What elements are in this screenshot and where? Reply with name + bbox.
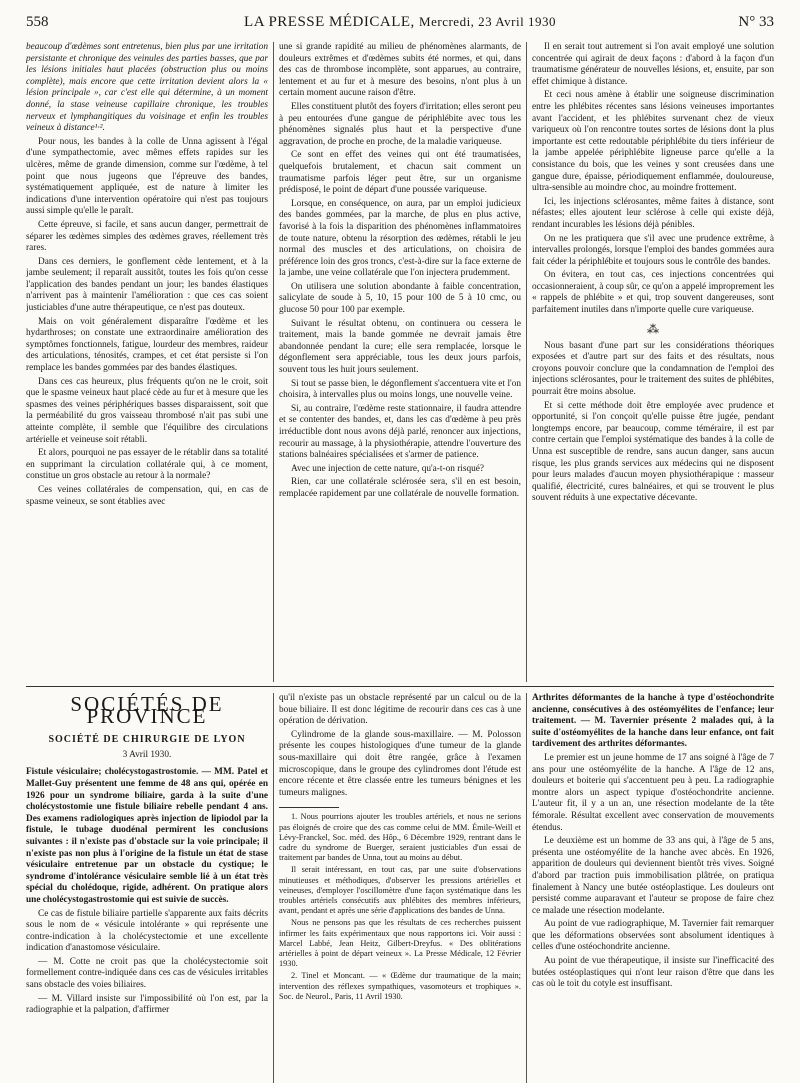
paragraph: Mais on voit généralement disparaître l'œdème et les hydarthroses; on constate une extraordinaire amélioration des symptômes fonctionnels, fatigue, lourdeur des membres, raideur des articulations, ténosités, crampes, et cet état persiste si l'on remplace les bandes gommées par des bandes élastiques. — [26, 316, 268, 374]
paragraph: Elles constituent plutôt des foyers d'irritation; elles seront peu à peu entourées d'une gangue de périphlébite avec tous les phénomènes signalés plus haut et la perspective d'une aggravation, de proche en proche, de la maladie variqueuse. — [279, 101, 521, 147]
paragraph: Cylindrome de la glande sous-maxillaire. — M. Polosson présente les coupes histologiques d'une tumeur de la glande sous-maxillaire qui doit être rangée, grâce à l'examen microscopique, dans le groupe des cylindromes dont l'étude est encore récente et être classée entre les tumeurs bénignes et les tumeurs malignes. — [279, 729, 521, 798]
paragraph: Ces veines collatérales de compensation, qui, en cas de spasme veineux, se sont établies avec — [26, 484, 268, 507]
lower-column-2 — [279, 693, 521, 1083]
paragraph: — M. Villard insiste sur l'impossibilité où l'on est, par la radiographie et la palpation, d'affirmer — [26, 993, 268, 1016]
paragraph: Arthrites déformantes de la hanche à type d'ostéochondrite ancienne, consécutives à des ostéomyélites de l'enfance; leur traitement. — M. Tavernier présente 2 malades qui, à la suite d'ostéomyélites de la hanche dans leur enfance, ont fait tardivement des arthrites déformantes. — [532, 693, 774, 750]
paragraph: Fistule vésiculaire; cholécystogastrostomie. — MM. Patel et Mallet-Guy présentent une femme de 48 ans qui, opérée en 1926 pour un syndrome biliaire, garda à la suite d'une cholécystostomie une fistule biliaire rebelle pendant 4 ans. Des examens radiologiques après injection de lipiodol par la fistule, le tubage duodénal permirent les conclusions suivantes : il n'existe pas d'obstacle sur la voie principale; il n'existe pas non plus à l'origine de la fistule un état de stase vésiculaire entretenue par un obstacle du cystique; le syndrome d'intolérance vésiculaire semble lié à un état très spécial du cholédoque, rigide, adhérent. On pratique alors une cholécystogastrostomie qui est suivie de succès. — [26, 767, 268, 905]
paragraph: Le premier est un jeune homme de 17 ans soigné à l'âge de 7 ans pour une ostéomyélite de la hanche. A l'âge de 12 ans, douleurs et boiterie qui s'accentuent peu à peu. La radiographie montre alors un aspect typique d'ostéochondrite ancienne. L'auteur fit, il y a un an, une résection modelante de la tête fémorale. Résultat excellent avec conservation de mouvements étendus. — [532, 752, 774, 833]
lower-column-1 — [26, 693, 268, 1083]
page-number: 558 — [26, 14, 49, 30]
paragraph: Nous basant d'une part sur les considérations théoriques exposées et d'autre part sur des faits et des résultats, nous croyons pouvoir conclure que la condamnation de l'emploi des injections sclérosantes, pour le traitement des suites de phlébites, pourrait être moins absolue. — [532, 340, 774, 398]
paragraph: Au point de vue radiographique, M. Tavernier fait remarquer que les déformations observées sont absolument identiques à celles d'une ostéochondrite ancienne. — [532, 919, 774, 953]
paragraph: On ne les pratiquera que s'il avec une prudence extrême, à intervalles prolongés, lorsque l'emploi des bandes gommées aura fait céder la périphlébite et toujours sous le contrôle des bandes. — [532, 233, 774, 267]
paragraph: — M. Cotte ne croit pas que la cholécystectomie soit formellement contre-indiquée dans ces cas de vésicules irritables sans obstacle des voies biliaires. — [26, 956, 268, 991]
footnote: Nous ne pensons pas que les résultats de ces recherches puissent infirmer les faits expérimentaux que nous rapportons ici. Voir aussi : Marcel Labbé, Jean Heitz, Gilbert-Dreyfus. « Des oblitérations artérielles à point de départ veineux ». La Presse Médicale, 12 Février 1930. — [279, 918, 521, 969]
paragraph: Ici, les injections sclérosantes, même faites à distance, sont néfastes; elles ajoutent leur sclérose à celle qui existe déjà, rendant incurables les lésions déjà pénibles. — [532, 196, 774, 230]
footnote-rule — [279, 807, 339, 808]
paragraph: Suivant le résultat obtenu, on continuera ou cessera le traitement, mais la bande gommée ne devrait jamais être abandonnée pendant la cure; elle sera remplacée, lorsque le dégonflement sera appréciable, tous les deux jours parfois, souvent tous les huit jours seulement. — [279, 318, 521, 376]
column-divider — [526, 42, 527, 682]
paragraph: Il en serait tout autrement si l'on avait employé une solution concentrée qui agirait de deux façons : d'abord à la façon d'un traumatisme générateur de nouvelles lésions, et, ensuite, par son effet chimique à distance. — [532, 42, 774, 87]
footnote: 1. Nous pourrions ajouter les troubles artériels, et nous ne serions pas éloignés de croire que des cas comme celui de MM. Émile-Weill et Lévy-Franckel, Soc. méd. des Hôp., 6 Décembre 1929, rentrant dans le cadre du syndrome de Buerger, seraient justiciables d'un essai de traitement par bandes de Unna, tout au moins au début. — [279, 812, 521, 863]
paragraph: une si grande rapidité au milieu de phénomènes alarmants, de douleurs extrêmes et d'œdèmes subits été normes, et qui, dans des cas de thrombose incomplète, sont apparues, au contraire, lentement et au fur et à mesure des besoins, n'ont plus à un certain moment aucune raison d'être. — [279, 42, 521, 99]
paragraph: Rien, car une collatérale sclérosée sera, s'il en est besoin, remplacée rapidement par une collatérale de nouvelle formation. — [279, 477, 521, 499]
paragraph: Dans ces cas heureux, plus fréquents qu'on ne le croit, soit que le spasme veineux haut placé cède au fur et à mesure que les spasmes des veines périphériques basses disparaissent, soit que la perméabilité du gros vaisseau thrombosé n'ait pas subi une atteinte complète, il semble que l'équilibre des circulations artérielle et veineuse soit rétabli. — [26, 376, 268, 445]
journal-title — [26, 14, 774, 31]
section-title: SOCIÉTÉS DE PROVINCE — [70, 693, 224, 728]
paragraph: Si, au contraire, l'œdème reste stationnaire, il faudra attendre et se contenter des bandes, et, dans les cas d'œdème à peu près irréductible dont nous avons déjà parlé, renoncer aux injections, recourir au massage, à la physiothérapie, attendre l'ouverture des stations balnéaires spécialisées et s'armer de patience. — [279, 403, 521, 461]
paragraph: Avec une injection de cette nature, qu'a-t-on risqué? — [291, 463, 485, 474]
lower-column-3 — [532, 693, 774, 1083]
paragraph: On utilisera une solution abondante à faible concentration, salicylate de soude à 5, 10, 15 pour 100 de 5 à 10 cmc, ou glucose 50 pour 100 par exemple. — [279, 281, 521, 316]
section-stars: ⁂ — [647, 321, 659, 336]
society-title: SOCIÉTÉ DE CHIRURGIE DE LYON — [48, 734, 246, 746]
paragraph: Ce cas de fistule biliaire partielle s'apparente aux faits décrits sous le nom de « vésicule intolérante » qui représente une contre-indication à la cholécystectomie et une excellente indication d'anastomose vésiculaire. — [26, 908, 268, 954]
upper-column-3 — [532, 42, 774, 682]
paragraph: Lorsque, en conséquence, on aura, par un emploi judicieux des bandes gommées, par la marche, de plus en plus active, favorisé à la fois la disparition des phénomènes inflammatoires de toute nature, obtenu la résorption des œdèmes, rétabli le jeu normal des muscles et des articulations, on choisira de préférence loin des gros troncs, c'est-à-dire sur la face externe de la jambe, une veine collatérale que l'on injectera prudemment. — [279, 198, 521, 279]
paragraph: Cette épreuve, si facile, et sans aucun danger, permettrait de séparer les œdèmes simples des œdèmes graves, réellement très rares. — [26, 219, 268, 254]
masthead — [26, 14, 774, 34]
paragraph: Dans ces derniers, le gonflement cède lentement, et à la jambe seulement; il reparaît aussitôt, toutes les fois qu'on cesse l'application des bandes pendant un jour; les bandes élastiques n'arrivent pas à maintenir l'amélioration : que ces cas soient justiciables d'une autre thérapeutique, ce n'est pas douteux. — [26, 256, 268, 314]
footnote: 2. Tinel et Moncant. — « Œdème dur traumatique de la main; intervention des réflexes sympathiques, vasomoteurs et trophiques ». Soc. de Neurol., Paris, 11 Avril 1930. — [279, 971, 521, 1001]
journal-name: LA PRESSE MÉDICALE, — [244, 14, 415, 30]
section-rule — [26, 686, 774, 687]
paragraph: Pour nous, les bandes à la colle de Unna agissent à l'égal d'une sympathectomie, avec mêmes effets rapides sur les ulcères, même de grande dimension, comme sur l'œdème, à tel point que nous jugeons que l'épreuve des bandes, systématiquement appliquée, est de nature à limiter les indications d'une intervention opératoire qui n'est pas toujours aussi simple qu'elle le paraît. — [26, 136, 268, 217]
paragraph: Et ceci nous amène à établir une soigneuse discrimination entre les phlébites récentes sans lésions veineuses importantes avant l'accident, et les phlébites survenant chez de vieux variqueux où l'on rencontre toutes sortes de lésions dont la plus importante est cette redoutable périphlébite du tiers inférieur de la jambe appelée périphlébite ligneuse parce qu'elle a la consistance du bois, que les veines y sont creusées dans une gangue dure, épaisse, périodiquement enflammée, douloureuse, ultra-sensible au moindre choc, au moindre frottement. — [532, 90, 774, 194]
paragraph: Et alors, pourquoi ne pas essayer de le rétablir dans sa totalité en supprimant la circulation collatérale qui, à ce moment, constitue un gros obstacle au retour à la normale? — [26, 448, 268, 482]
issue-number: N° 33 — [738, 14, 774, 30]
lower-section — [26, 693, 774, 1083]
upper-column-1 — [26, 42, 268, 682]
paragraph: On évitera, en tout cas, ces injections concentrées qui occasionneraient, à coup sûr, ce qu'on a appelé improprement les « rappels de phlébite » et qui, trop souvent dangereuses, sont parfaitement inutiles dans n'importe quelle cure variqueuse. — [532, 270, 774, 316]
paragraph: Au point de vue thérapeutique, il insiste sur l'inefficacité des butées ostéoplastiques qui n'ont leur raison d'être que dans les cas où le toit du cotyle est insuffisant. — [532, 956, 774, 990]
paragraph: Si tout se passe bien, le dégonflement s'accentuera vite et l'on choisira, à intervalles plus ou moins longs, une nouvelle veine. — [279, 378, 521, 401]
footnote: Il serait intéressant, en tout cas, par une suite d'observations minutieuses et méthodiques, d'observer les pressions artérielles et veineuses, d'employer l'oscillomètre d'une façon systématique dans les troubles artériels consécutifs aux phlébites des membres inférieurs, avant, pendant et après une série d'applications des bandes de Unna. — [279, 865, 521, 916]
column-divider — [273, 693, 274, 1083]
column-divider — [526, 693, 527, 1083]
upper-column-2 — [279, 42, 521, 682]
upper-article — [26, 42, 774, 682]
paragraph: Ce sont en effet des veines qui ont été traumatisées, quelquefois brutalement, et chacun sait comment un traumatisme parfois léger peut être, sur un organisme prédisposé, le point de départ d'une poussée variqueuse. — [279, 150, 521, 196]
column-divider — [273, 42, 274, 682]
paragraph: Le deuxième est un homme de 33 ans qui, à l'âge de 5 ans, présenta une ostéomyélite de la hanche avec abcès. En 1926, apparition de douleurs qui deviennent bientôt très vives. Soigné d'abord par traction puis immobilisation plâtrée, on pratiqua finalement à Nancy une butée ostéoplastique. Les douleurs ont persisté comme auparavant et l'auteur se propose de faire chez ce malade une résection modelante. — [532, 836, 774, 916]
paragraph: qu'il n'existe pas un obstacle représenté par un calcul ou de la boue biliaire. Il est donc légitime de recourir dans ces cas à une opération de dérivation. — [279, 693, 521, 727]
session-date: 3 Avril 1930. — [122, 749, 172, 760]
paragraph: beaucoup d'œdèmes sont entretenus, bien plus par une irritation persistante et chronique des veinules des parties basses, que par les lésions initiales haut placées (obstruction plus ou moins complète), mais encore que cette irritation devient alors la « lésion principale », car c'est elle qui détermine, à un moment donné, la stase veineuse capillaire chronique, les troubles nerveux et lymphangitiques du voisinage et enfin les troubles veineux à distance¹·². — [26, 42, 268, 134]
issue-date: Mercredi, 23 Avril 1930 — [419, 14, 556, 29]
paragraph: Et si cette méthode doit être employée avec prudence et opportunité, si l'on conçoit qu'elle puisse être jugée, pendant longtemps encore, par beaucoup, comme téméraire, il est par contre certain que l'emploi systématique des bandes à la colle de Unna est susceptible de rendre, sans aucun danger, sans aucun risque, les plus grands services aux médecins qui ne disposent pour leurs malades d'aucun moyen physiothérapique : masseur qualifié, électricité, cures balnéaires, et qui se trouvent le plus souvent réduits à une expectative décevante. — [532, 400, 774, 504]
